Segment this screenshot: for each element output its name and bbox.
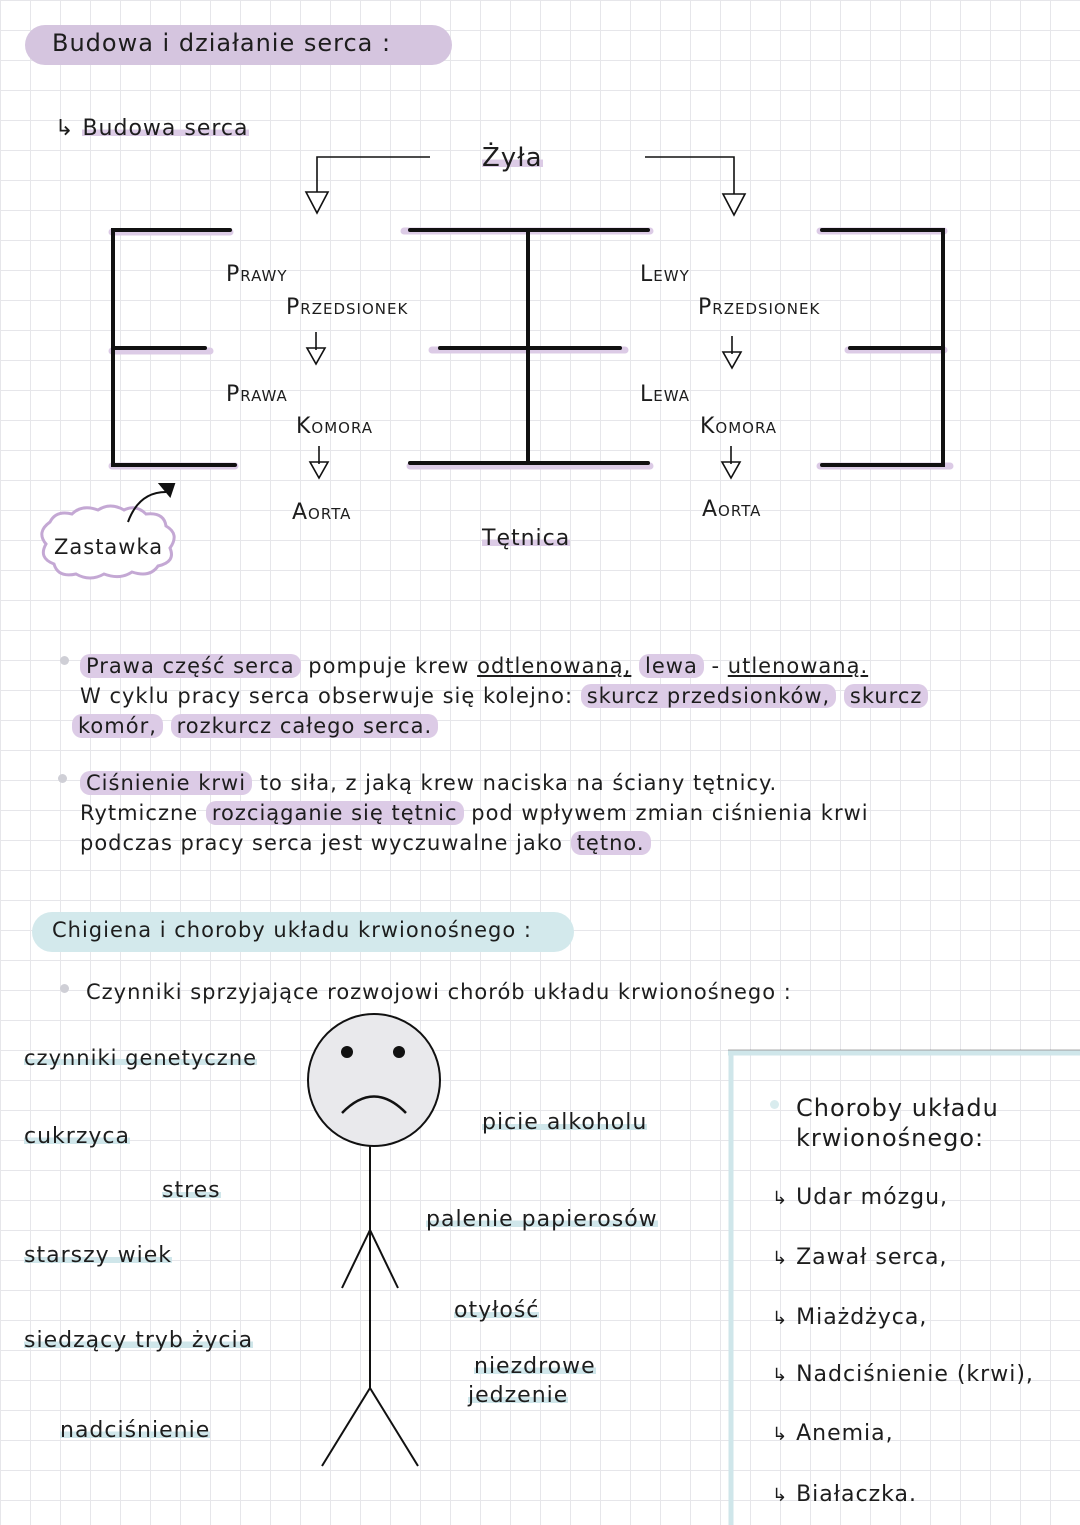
right-ventricle-line1: Prawa [226,382,288,407]
p2-highlight-pulse: tętno. [571,831,651,855]
p2-highlight-stretch: rozciąganie się tętnic [206,801,464,825]
p2-text2: Rytmiczne [80,801,206,825]
factor-stress: stres [162,1178,221,1203]
p1-text2: - [703,654,728,678]
bullet-icon [770,1100,779,1109]
structure-heading-text: Budowa serca [82,116,249,141]
right-ventricle-line2: Komora [296,414,374,439]
right-atrium-line2: Przedsionek [286,295,409,320]
p1-highlight-contraction: skurcz [844,684,929,708]
right-atrium-line1: Prawy [226,262,288,287]
disease-stroke: Udar mózgu, [796,1185,949,1210]
diseases-heading-1: Choroby układu [796,1094,999,1122]
factor-older-age: starszy wiek [24,1243,173,1268]
factor-unhealthy-2: jedzenie [468,1383,569,1408]
arrow-icon: ↳ [772,1248,789,1269]
factor-genetic: czynniki genetyczne [24,1046,258,1070]
factor-unhealthy-1: niezdrowe [474,1354,596,1379]
disease-atherosclerosis: Miażdżyca, [796,1305,928,1330]
factor-hypertension: nadciśnienie [60,1418,211,1443]
arrow-icon: ↳ [55,116,75,141]
disease-heart-attack: Zawał serca, [796,1245,948,1270]
p1-underline1: odtlenowaną, [477,654,632,678]
veins-label: Żyła [482,143,543,173]
p2-highlight-pressure: Ciśnienie krwi [80,771,252,795]
factor-diabetes: cukrzyca [24,1124,130,1149]
factor-obesity: otyłość [454,1298,540,1323]
disease-item [772,1362,1034,1387]
p1-text3: W cyklu pracy serca obserwuje się kolejno: [80,684,581,708]
sad-face-icon [308,1014,440,1146]
arrow-icon: ↳ [772,1485,789,1506]
p2-text1: to siła, z jaką krew naciska na ściany tętnicy. [252,771,778,795]
arrow-icon: ↳ [772,1365,789,1386]
p1-highlight-ventricles: komór, [72,714,163,738]
p2-text4: podczas pracy serca jest wyczuwalne jako [80,831,571,855]
left-atrium-line2: Przedsionek [698,295,821,320]
artery-label: Tętnica [482,526,571,551]
disease-hypertension: Nadciśnienie (krwi), [796,1362,1034,1387]
disease-item [772,1305,927,1330]
disease-leukemia: Białaczka. [796,1482,917,1507]
factor-smoking: palenie papierosów [426,1207,658,1232]
left-ventricle-line1: Lewa [640,382,691,407]
arrow-icon: ↳ [772,1308,789,1329]
left-ventricle-line2: Komora [700,414,778,439]
p1-highlight-relaxation: rozkurcz całego serca. [171,714,439,738]
disease-anemia: Anemia, [796,1421,894,1446]
p1-underline2: utlenowaną. [727,654,869,678]
disease-item [772,1245,948,1270]
factors-heading: Czynniki sprzyjające rozwojowi chorób układu krwionośnego : [86,980,792,1004]
diseases-heading-2: krwionośnego: [796,1124,985,1152]
factor-alcohol: picie alkoholu [482,1110,648,1135]
p2-text3: pod wpływem zmian ciśnienia krwi [463,801,869,825]
p1-text1: pompuje krew [300,654,478,678]
hygiene-title: Chigiena i choroby układu krwionośnego : [52,918,532,942]
factor-sedentary: siedzący tryb życia [24,1328,254,1353]
left-aorta-label: Aorta [702,497,762,522]
arrow-icon: ↳ [772,1424,789,1445]
right-aorta-label: Aorta [292,500,352,525]
disease-item [772,1185,948,1210]
arrow-icon: ↳ [772,1188,789,1209]
page-title: Budowa i działanie serca : [52,29,392,57]
disease-item [772,1421,894,1446]
disease-item [772,1482,917,1507]
p1-highlight-right-part: Prawa część serca [80,654,301,678]
p1-highlight-left: lewa [639,654,704,678]
valve-label: Zastawka [54,535,164,559]
p1-highlight-atria: skurcz przedsionków, [581,684,836,708]
left-atrium-line1: Lewy [640,262,690,287]
